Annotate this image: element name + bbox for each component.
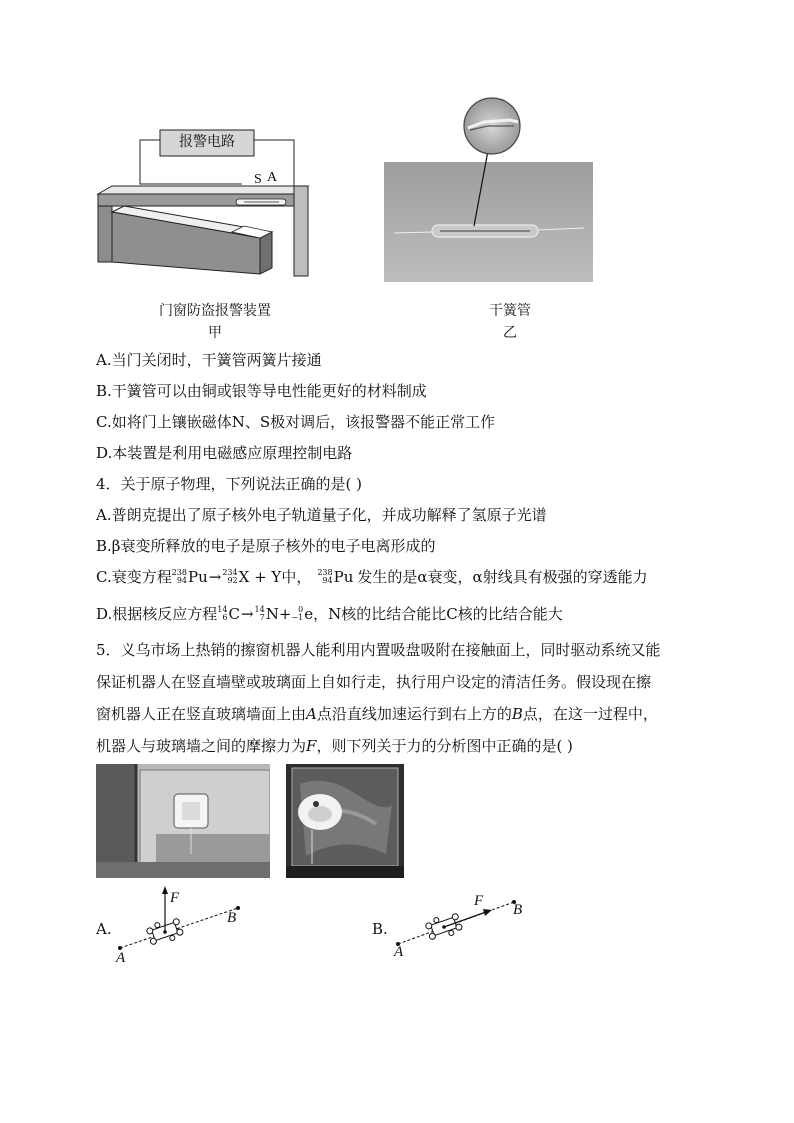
x-nuclide: [222, 567, 281, 587]
caption-alarm-title: 门窗防盗报警装置: [159, 303, 271, 319]
arrow: →: [208, 568, 222, 586]
q5-line-3-c: 点，在这一过程中，: [522, 705, 658, 723]
n-z: 7: [259, 613, 265, 622]
diagram-b-b: B: [513, 902, 523, 918]
q4-option-b: B.β衰变所释放的电子是原子核外的电子电离形成的: [96, 537, 436, 555]
q5-line-4-a: 机器人与玻璃墙之间的摩擦力为: [96, 737, 307, 755]
label-s: S: [254, 172, 262, 187]
q5-force-f: F: [306, 737, 317, 755]
force-diagram-b: [392, 880, 532, 970]
q4-option-c: [96, 567, 648, 587]
diagram-b-f: F: [474, 893, 484, 909]
arrow-2: →: [240, 605, 254, 623]
pu-nuclide: [172, 567, 208, 587]
caption-alarm-sub: 甲: [208, 325, 222, 341]
pu-z-2: 94: [322, 576, 333, 585]
c-mass: 14: [217, 605, 228, 614]
diagram-a-b: B: [227, 910, 237, 926]
c-z: 6: [222, 613, 228, 622]
q5-line-1: 5．义乌市场上热销的擦窗机器人能利用内置吸盘吸附在接触面上，同时驱动系统又能: [96, 641, 661, 659]
reed-switch-photo: [384, 96, 596, 286]
x-z: 92: [227, 576, 238, 585]
q5-option-b-label: B.: [372, 920, 388, 938]
q4-d-prefix: D.根据核反应方程: [96, 605, 218, 623]
q3-option-b: B.干簧管可以由铜或银等导电性能更好的材料制成: [96, 382, 427, 400]
diagram-a-a: A: [116, 950, 126, 966]
pu-mass-2: 238: [317, 568, 333, 577]
q3-option-d: D.本装置是利用电磁感应原理控制电路: [96, 444, 353, 462]
n-symbol: N+: [265, 605, 292, 623]
q3-option-a: A.当门关闭时，干簧管两簧片接通: [96, 351, 322, 369]
diagram-b-a: A: [394, 944, 404, 960]
q5-option-a-label: A.: [96, 920, 112, 938]
q5-line-2: 保证机器人在竖直墙壁或玻璃面上自如行走，执行用户设定的清洁任务。假设现在擦: [96, 673, 652, 691]
e-z: −1: [291, 613, 304, 622]
q4-stem: 4．关于原子物理，下列说法正确的是( ): [96, 475, 363, 493]
e-mass: 0: [298, 605, 304, 614]
pu-z: 94: [176, 576, 187, 585]
c-nuclide: [217, 604, 240, 624]
q4-option-a: A.普朗克提出了原子核外电子轨道量子化，并成功解释了氢原子光谱: [96, 506, 547, 524]
c-symbol: C: [228, 605, 240, 623]
q4-c-mid: 中，: [281, 568, 312, 586]
force-diagram-a: [110, 880, 260, 970]
caption-reed-title: 干簧管: [489, 303, 531, 319]
q5-line-3-a: 窗机器人正在竖直玻璃墙面上由: [96, 705, 307, 723]
pu-symbol-2: Pu: [333, 568, 354, 586]
x-mass: 234: [222, 568, 238, 577]
q4-option-d: [96, 604, 563, 624]
n-mass: 14: [254, 605, 265, 614]
q4-c-suffix: 发生的是α衰变，α射线具有极强的穿透能力: [357, 568, 648, 586]
pu-mass: 238: [171, 568, 187, 577]
x-symbol: X + Y: [238, 568, 282, 586]
q5-point-b: B: [511, 705, 523, 723]
caption-reed-sub: 乙: [503, 325, 517, 341]
e-symbol: e: [304, 605, 314, 623]
q4-d-suffix: ，N核的比结合能比C核的比结合能大: [313, 605, 563, 623]
alarm-box-label: 报警电路: [179, 134, 235, 150]
robot-photo-right: [286, 764, 404, 878]
q5-point-a: A: [306, 705, 317, 723]
pu-nuclide-2: [317, 567, 353, 587]
q4-c-prefix: C.衰变方程: [96, 568, 172, 586]
q5-line-4: [96, 736, 573, 756]
robot-photo-left: [96, 764, 270, 878]
q5-line-3-b: 点沿直线加速运行到右上方的: [316, 705, 512, 723]
label-a: A: [267, 170, 278, 185]
q5-line-3: [96, 704, 658, 724]
q5-line-4-b: ，则下列关于力的分析图中正确的是( ): [316, 737, 573, 755]
diagram-a-f: F: [170, 890, 180, 906]
n-nuclide: [255, 604, 292, 624]
q3-option-c: C.如将门上镶嵌磁体N、S极对调后，该报警器不能正常工作: [96, 413, 496, 431]
e-particle: [291, 604, 313, 624]
pu-symbol: Pu: [188, 568, 208, 586]
